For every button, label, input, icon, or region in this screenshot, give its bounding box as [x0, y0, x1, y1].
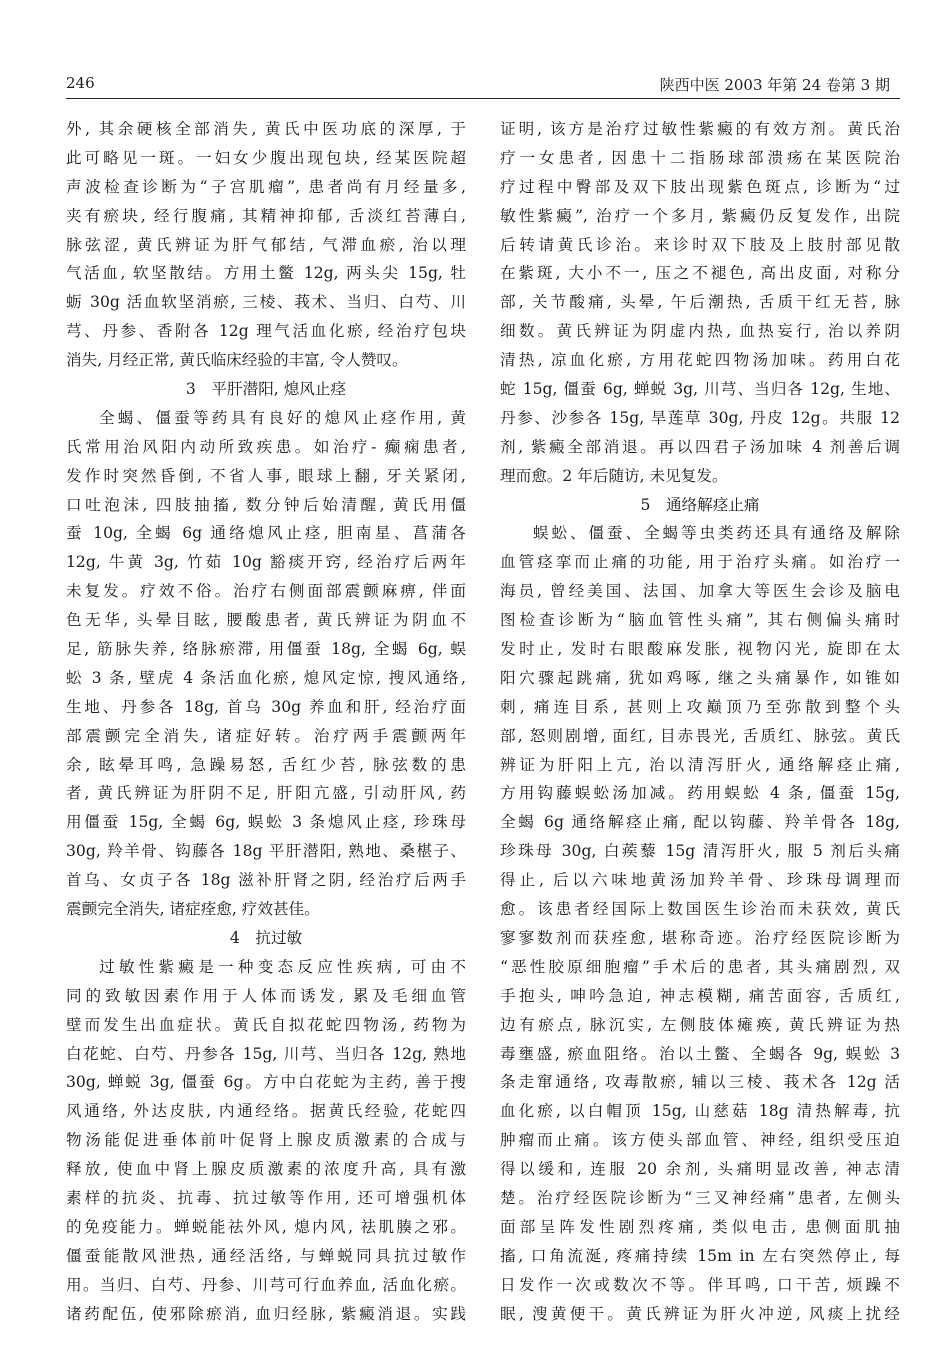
text-line: 过敏性紫癜是一种变态反应性疾病, 可由不	[99, 957, 466, 976]
text-line: 消失, 月经正常, 黄氏临床经验的丰富, 令人赞叹。	[66, 351, 408, 370]
text-line: 疗过程中臀部及双下肢出现紫色斑点, 诊断为“过	[500, 177, 900, 196]
text-line: 珍珠母 30g, 白蒺藜 15g 清泻肝火, 服 5 剂后头痛	[500, 842, 900, 861]
text-line: 辨证为肝阳上亢, 治以清泻肝火, 通络解痉止痛,	[500, 755, 900, 774]
text-line: 丹参、沙参各 15g, 旱莲草 30g, 丹皮 12g。共服 12	[500, 408, 900, 427]
section-heading: 5 通络解痉止痛	[640, 495, 760, 514]
text-line: 血化瘀, 以白帽顶 15g, 山慈菇 18g 清热解毒, 抗	[500, 1102, 900, 1121]
text-line: 条走窜通络, 攻毒散瘀, 辅以三棱、莪术各 12g 活	[500, 1073, 900, 1092]
text-line: 毒壅盛, 瘀血阻络。治以土鳖、全蝎各 9g, 蜈蚣 3	[500, 1044, 900, 1063]
text-line: 蛇 15g, 僵蚕 6g, 蝉蜕 3g, 川芎、当归各 12g, 生地、	[500, 380, 900, 399]
text-line: 30g, 蝉蜕 3g, 僵蚕 6g。方中白花蛇为主药, 善于搜	[66, 1073, 466, 1092]
text-line: 声波检查诊断为“子宫肌瘤”, 患者尚有月经量多,	[66, 177, 466, 196]
text-line: 部, 怒则剧增, 面红, 目赤畏光, 舌质红、脉弦。黄氏	[500, 726, 900, 745]
text-line: 30g, 羚羊骨、钩藤各 18g 平肝潜阳, 熟地、桑椹子、	[66, 842, 466, 861]
text-line: 理而愈。2 年后随访, 未见复发。	[500, 466, 728, 485]
text-line: 刺, 痛连目系, 甚则上攻巅顶乃至弥散到整个头	[500, 697, 900, 716]
text-line: 在紫斑, 大小不一, 压之不褪色, 高出皮面, 对称分	[500, 264, 900, 283]
journal-title: 陕西中医 2003 年第 24 卷第 3 期	[659, 76, 890, 94]
text-line: 芎、丹参、香附各 12g 理气活血化瘀, 经治疗包块	[66, 322, 466, 341]
text-line: 外, 其余硬核全部消失, 黄氏中医功底的深厚, 于	[66, 120, 466, 138]
text-line: 剂, 紫癜全部消退。再以四君子汤加味 4 剂善后调	[500, 437, 900, 456]
text-line: 足, 筋脉失养, 络脉瘀滞, 用僵蚕 18g, 全蝎 6g, 蜈	[66, 640, 466, 659]
text-line: 首乌、女贞子各 18g 滋补肝肾之阴, 经治疗后两手	[66, 871, 466, 890]
text-line: 白花蛇、白芍、丹参各 15g, 川芎、当归各 12g, 熟地	[66, 1044, 466, 1063]
text-line: 夹有瘀块, 经行腹痛, 其精神抑郁, 舌淡红苔薄白,	[66, 206, 466, 225]
text-line: 搐, 口角流涎, 疼痛持续 15m in 左右突然停止, 每	[500, 1246, 900, 1265]
text-line: 脉弦涩, 黄氏辨证为肝气郁结, 气滞血瘀, 治以理	[66, 235, 466, 254]
right-column	[500, 115, 900, 1328]
text-line: 日发作一次或数次不等。伴耳鸣, 口干苦, 烦躁不	[500, 1275, 900, 1294]
text-line: 余, 眩晕耳鸣, 急躁易怒, 舌红少苔, 脉弦数的患	[66, 755, 466, 774]
text-line: 面部呈阵发性剧烈疼痛, 类似电击, 患侧面肌抽	[500, 1217, 900, 1236]
text-line: 部震颤完全消失, 诸症好转。治疗两手震颤两年	[66, 726, 466, 745]
text-line: 肿瘤而止痛。该方使头部血管、神经, 组织受压迫	[500, 1131, 900, 1150]
page-header	[66, 70, 896, 96]
text-line: 未复发。疗效不俗。治疗右侧面部震颤麻痹, 伴面	[66, 582, 466, 601]
text-line: 全蝎 6g 通络解痉止痛, 配以钩藤、羚羊骨各 18g,	[500, 813, 900, 832]
text-line: 寥寥数剂而获痊愈, 堪称奇迹。治疗经医院诊断为	[500, 928, 900, 947]
text-line: 12g, 牛黄 3g, 竹茹 10g 豁痰开窍, 经治疗后两年	[66, 553, 466, 572]
section-heading: 3 平肝潜阳, 熄风止痉	[185, 380, 347, 399]
text-line: 发时止, 发时右眼酸麻发胀, 视物闪光, 旋即在太	[500, 640, 900, 659]
page-number: 246	[66, 74, 95, 92]
text-line: 蜈蚣、僵蚕、全蝎等虫类药还具有通络及解除	[533, 524, 900, 543]
text-line: 疗一女患者, 因患十二指肠球部溃疡在某医院治	[500, 148, 900, 167]
text-line: 气活血, 软坚散结。方用土鳖 12g, 两头尖 15g, 牡	[66, 264, 466, 283]
text-line: 震颤完全消失, 诸症痊愈, 疗效甚佳。	[66, 900, 320, 919]
text-line: 方用钩藤蜈蚣汤加减。药用蜈蚣 4 条, 僵蚕 15g,	[500, 784, 900, 803]
text-line: 诸药配伍, 使邪除瘀消, 血归经脉, 紫癜消退。实践	[66, 1304, 466, 1323]
text-line: 用。当归、白芍、丹参、川芎可行血养血, 活血化瘀。	[66, 1275, 466, 1294]
text-line: 图检查诊断为“脑血管性头痛”, 其右侧偏头痛时	[500, 611, 900, 630]
text-line: 物汤能促进垂体前叶促肾上腺皮质激素的合成与	[66, 1131, 466, 1150]
section-heading: 4 抗过敏	[229, 928, 303, 947]
text-line: 素样的抗炎、抗毒、抗过敏等作用, 还可增强机体	[66, 1188, 466, 1207]
text-line: 者, 黄氏辨证为肝阴不足, 肝阳亢盛, 引动肝风, 药	[66, 784, 466, 803]
header-rule	[66, 98, 900, 99]
text-line: 细数。黄氏辨证为阴虚内热, 血热妄行, 治以养阴	[500, 322, 900, 341]
text-line: 发作时突然昏倒, 不省人事, 眼球上翻, 牙关紧闭,	[66, 466, 466, 485]
text-line: 楚。治疗经医院诊断为“三叉神经痛”患者, 左侧头	[500, 1188, 900, 1207]
text-line: 蛎 30g 活血软坚消瘀, 三棱、莪术、当归、白芍、川	[66, 293, 466, 312]
text-line: 得止, 后以六味地黄汤加羚羊骨、珍珠母调理而	[500, 871, 900, 890]
text-line: 证明, 该方是治疗过敏性紫癜的有效方剂。黄氏治	[500, 120, 900, 138]
text-line: 氏常用治风阳内动所致疾患。如治疗- 癫痫患者,	[66, 437, 466, 456]
left-column	[66, 115, 466, 1328]
text-line: 壁而发生出血症状。黄氏自拟花蛇四物汤, 药物为	[66, 1015, 466, 1034]
text-line: 海员, 曾经美国、法国、加拿大等医生会诊及脑电	[500, 582, 900, 601]
text-line: 阳穴骤起跳痛, 犹如鸡啄, 继之头痛暴作, 如锥如	[500, 668, 900, 687]
text-line: 手抱头, 呻吟急迫, 神志模糊, 痛苦面容, 舌质红,	[500, 986, 900, 1005]
text-line: 愈。该患者经国际上数国医生诊治而未获效, 黄氏	[500, 900, 900, 919]
text-line: 僵蚕能散风泄热, 通经活络, 与蝉蜕同具抗过敏作	[66, 1246, 466, 1265]
text-line: 清热, 凉血化瘀, 方用花蛇四物汤加味。药用白花	[500, 351, 900, 370]
text-line: 敏性紫癜”, 治疗一个多月, 紫癜仍反复发作, 出院	[500, 206, 900, 225]
text-line: 风通络, 外达皮肤, 内通经络。据黄氏经验, 花蛇四	[66, 1102, 466, 1121]
text-line: 同的致敏因素作用于人体而诱发, 累及毛细血管	[66, 986, 466, 1005]
text-line: 口吐泡沫, 四肢抽搐, 数分钟后始清醒, 黄氏用僵	[66, 495, 466, 514]
text-line: 后转请黄氏诊治。来诊时双下肢及上肢肘部见散	[500, 235, 900, 254]
text-line: 的免疫能力。蝉蜕能祛外风, 熄内风, 祛肌腠之邪。	[66, 1217, 466, 1236]
text-line: 边有瘀点, 脉沉实, 左侧肢体瘫痪, 黄氏辨证为热	[500, 1015, 900, 1034]
text-line: 用僵蚕 15g, 全蝎 6g, 蜈蚣 3 条熄风止痉, 珍珠母	[66, 813, 466, 832]
text-line: 释放, 使血中肾上腺皮质激素的浓度升高, 具有激	[66, 1160, 466, 1179]
text-line: 全蝎、僵蚕等药具有良好的熄风止痉作用, 黄	[99, 408, 466, 427]
text-line: 部, 关节酸痛, 头晕, 午后潮热, 舌质干红无苔, 脉	[500, 293, 900, 312]
text-line: “恶性胶原细胞瘤”手术后的患者, 其头痛剧烈, 双	[500, 957, 900, 976]
text-line: 血管痉挛而止痛的功能, 用于治疗头痛。如治疗一	[500, 553, 900, 572]
text-line: 得以缓和, 连服 20 余剂, 头痛明显改善, 神志清	[500, 1160, 900, 1179]
text-line: 眠, 溲黄便干。黄氏辨证为肝火冲逆, 风痰上扰经	[500, 1304, 900, 1323]
text-line: 色无华, 头晕目眩, 腰酸患者, 黄氏辨证为阴血不	[66, 611, 466, 630]
text-line: 蚣 3 条, 壁虎 4 条活血化瘀, 熄风定惊, 搜风通络,	[66, 668, 466, 687]
text-line: 此可略见一斑。一妇女少腹出现包块, 经某医院超	[66, 148, 466, 167]
text-line: 蚕 10g, 全蝎 6g 通络熄风止痉, 胆南星、菖蒲各	[66, 524, 466, 543]
text-line: 生地、丹参各 18g, 首乌 30g 养血和肝, 经治疗面	[66, 697, 466, 716]
